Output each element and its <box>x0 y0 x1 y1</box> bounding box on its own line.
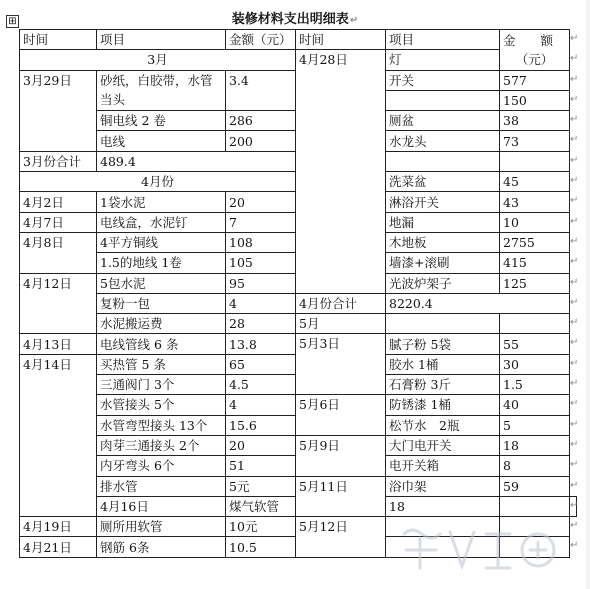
item-cell: 铜电线 2 卷 <box>97 111 226 131</box>
amount-cell: 95 <box>226 273 296 293</box>
end-of-row-mark-icon: ↵ <box>570 235 579 247</box>
table-row <box>20 435 577 455</box>
end-of-row-mark-icon: ↵ <box>570 114 579 126</box>
amount-cell: 40 <box>500 395 570 415</box>
amount-cell: 43 <box>500 192 570 212</box>
end-of-row-mark-icon: ↵ <box>570 195 579 207</box>
end-of-row-mark-icon: ↵ <box>570 540 579 552</box>
table-row <box>20 50 577 70</box>
table-header-row <box>20 30 577 50</box>
month-label: 4月份 <box>20 172 296 192</box>
item-cell: 水管弯型接头 13个 <box>97 415 226 435</box>
date-cell: 4月2日 <box>20 192 97 212</box>
month-label: 3月 <box>20 50 296 70</box>
table-row <box>20 314 577 334</box>
month-label: 5月 <box>296 314 386 334</box>
amount-cell: 65 <box>226 354 296 374</box>
header-amount-2 <box>500 30 570 71</box>
amount-cell: 8 <box>500 456 570 476</box>
amount-cell: 5元 <box>226 476 296 496</box>
item-cell: 厕所用软管 <box>97 517 226 537</box>
month-total-label: 3月份合计 <box>20 151 97 171</box>
header-amount-2-line2: （元） <box>515 51 554 67</box>
table-row <box>20 517 577 537</box>
table-row <box>20 476 577 496</box>
amount-cell: 577 <box>500 70 570 90</box>
item-cell: 水管接头 5个 <box>97 395 226 415</box>
item-cell: 墙漆+滚刷 <box>386 253 500 273</box>
table-move-handle-icon[interactable]: ⊞ <box>6 15 19 28</box>
end-of-row-mark-icon: ↵ <box>570 175 579 187</box>
end-of-row-mark-icon: ↵ <box>570 73 579 85</box>
item-cell: 复粉一包 <box>97 293 226 313</box>
amount-cell: 55 <box>500 334 570 354</box>
item-cell: 防锈漆 1桶 <box>386 395 500 415</box>
item-cell: 1袋水泥 <box>97 192 226 212</box>
paragraph-mark-icon: ↵ <box>349 15 359 26</box>
amount-cell: 4 <box>226 395 296 415</box>
header-time: 时间 <box>20 30 97 50</box>
month-total-value: 489.4 <box>97 151 296 171</box>
end-of-row-mark-icon: ↵ <box>570 459 579 471</box>
item-cell <box>386 517 500 537</box>
table-row <box>20 293 577 313</box>
amount-cell: 415 <box>500 253 570 273</box>
amount-cell: 30 <box>500 354 570 374</box>
item-cell <box>386 537 500 557</box>
amount-cell: 286 <box>226 111 296 131</box>
date-cell: 5月12日 <box>296 517 386 558</box>
item-cell: 洗菜盆 <box>386 172 500 192</box>
end-of-row-mark-icon: ↵ <box>570 337 579 349</box>
header-amount-2-line1: 金 额 <box>503 32 554 48</box>
date-cell: 5月3日 <box>296 334 386 395</box>
item-cell: 大门电开关 <box>386 435 500 455</box>
item-cell: 电线 <box>97 131 226 151</box>
amount-cell: 10元 <box>226 517 296 537</box>
amount-cell: 150 <box>500 90 570 110</box>
item-cell: 光波炉架子 <box>386 273 500 293</box>
page-edge <box>586 0 590 589</box>
header-item-2: 项目 <box>386 30 500 50</box>
amount-cell: 18 <box>500 435 570 455</box>
item-cell: 砂纸，白胶带，水管当头 <box>97 70 226 111</box>
date-cell: 4月19日 <box>20 517 97 537</box>
amount-cell: 10 <box>500 212 570 232</box>
date-cell: 5月6日 <box>296 395 386 436</box>
title-text: 装修材料支出明细表 <box>231 12 349 27</box>
amount-cell: 20 <box>226 435 296 455</box>
expense-table <box>19 29 577 558</box>
amount-cell: 4 <box>226 293 296 313</box>
end-of-row-mark-icon: ↵ <box>570 317 579 329</box>
date-cell: 4月7日 <box>20 212 97 232</box>
item-cell: 石膏粉 3斤 <box>386 375 500 395</box>
item-cell: 三通阀门 3个 <box>97 375 226 395</box>
end-of-row-mark-icon: ↵ <box>570 33 579 44</box>
item-cell: 买热管 5 条 <box>97 354 226 374</box>
end-of-row-mark-icon: ↵ <box>570 276 579 288</box>
amount-cell <box>500 314 570 334</box>
end-of-row-marks <box>570 29 584 557</box>
header-item: 项目 <box>97 30 226 50</box>
item-cell: 4平方铜线 <box>97 232 226 252</box>
item-cell: 松节水 2瓶 <box>386 415 500 435</box>
item-cell: 肉芽三通接头 2个 <box>97 435 226 455</box>
amount-cell: 2755 <box>500 232 570 252</box>
end-of-row-mark-icon: ↵ <box>570 154 579 166</box>
amount-cell: 38 <box>500 111 570 131</box>
end-of-row-mark-icon: ↵ <box>570 256 579 268</box>
amount-cell: 3.4 <box>226 70 296 111</box>
end-of-row-mark-icon: ↵ <box>570 438 579 450</box>
amount-cell <box>500 537 570 557</box>
date-cell: 4月13日 <box>20 334 97 354</box>
amount-cell: 20 <box>226 192 296 212</box>
item-cell: 开关 <box>386 70 500 90</box>
date-cell: 5月11日 <box>296 476 386 517</box>
item-cell: 5包水泥 <box>97 273 226 293</box>
item-cell: 厕盆 <box>386 111 500 131</box>
amount-cell: 125 <box>500 273 570 293</box>
end-of-row-mark-icon: ↵ <box>570 296 579 308</box>
end-of-row-mark-icon: ↵ <box>570 134 579 146</box>
date-cell: 4月28日 <box>296 50 386 294</box>
item-cell: 木地板 <box>386 232 500 252</box>
item-cell <box>386 314 500 334</box>
amount-cell: 28 <box>226 314 296 334</box>
date-cell: 3月29日 <box>20 70 97 151</box>
amount-cell: 200 <box>226 131 296 151</box>
item-cell: 腻子粉 5袋 <box>386 334 500 354</box>
header-amount: 金额（元） <box>226 30 296 50</box>
amount-cell: 1.5 <box>500 375 570 395</box>
amount-cell: 108 <box>226 232 296 252</box>
amount-cell: 18 <box>386 496 500 516</box>
item-cell: 电线盒，水泥钉 <box>97 212 226 232</box>
item-cell: 煤气软管 <box>226 496 296 516</box>
document-title <box>0 8 590 27</box>
month-total-label: 4月份合计 <box>296 293 386 313</box>
item-cell <box>386 90 500 110</box>
item-cell: 灯 <box>386 50 500 70</box>
amount-cell: 59 <box>500 476 570 496</box>
end-of-row-mark-icon: ↵ <box>570 215 579 227</box>
item-cell: 地漏 <box>386 212 500 232</box>
end-of-row-mark-icon: ↵ <box>570 93 579 105</box>
end-of-row-mark-icon: ↵ <box>570 520 579 532</box>
amount-cell: 10.5 <box>226 537 296 557</box>
item-cell <box>500 496 570 516</box>
table-row <box>20 395 577 415</box>
item-cell: 内牙弯头 6个 <box>97 456 226 476</box>
table-row <box>20 334 577 354</box>
end-of-row-mark-icon: ↵ <box>570 418 579 430</box>
end-of-row-mark-icon: ↵ <box>570 479 579 491</box>
date-cell: 4月16日 <box>97 496 226 516</box>
item-cell: 胶水 1桶 <box>386 354 500 374</box>
amount-cell <box>500 151 570 171</box>
date-cell: 4月8日 <box>20 232 97 273</box>
header-time-2: 时间 <box>296 30 386 50</box>
amount-cell: 15.6 <box>226 415 296 435</box>
amount-cell: 73 <box>500 131 570 151</box>
amount-cell: 13.8 <box>226 334 296 354</box>
amount-cell: 5 <box>500 415 570 435</box>
end-of-row-mark-icon: ↵ <box>570 53 579 65</box>
amount-cell <box>500 517 570 537</box>
item-cell: 水泥搬运费 <box>97 314 226 334</box>
date-cell: 4月21日 <box>20 537 97 557</box>
end-of-row-mark-icon: ↵ <box>570 499 579 511</box>
item-cell <box>386 151 500 171</box>
item-cell: 水龙头 <box>386 131 500 151</box>
item-cell: 1.5的地线 1卷 <box>97 253 226 273</box>
item-cell: 电开关箱 <box>386 456 500 476</box>
date-cell: 4月12日 <box>20 273 97 334</box>
date-cell: 5月9日 <box>296 435 386 476</box>
item-cell: 浴巾架 <box>386 476 500 496</box>
end-of-row-mark-icon: ↵ <box>570 398 579 410</box>
amount-cell: 45 <box>500 172 570 192</box>
amount-cell: 4.5 <box>226 375 296 395</box>
item-cell: 钢筋 6条 <box>97 537 226 557</box>
item-cell: 排水管 <box>97 476 226 496</box>
date-cell: 4月14日 <box>20 354 97 516</box>
amount-cell: 51 <box>226 456 296 476</box>
end-of-row-mark-icon: ↵ <box>570 378 579 390</box>
end-of-row-mark-icon: ↵ <box>570 357 579 369</box>
item-cell: 淋浴开关 <box>386 192 500 212</box>
amount-cell: 7 <box>226 212 296 232</box>
amount-cell: 105 <box>226 253 296 273</box>
month-total-value: 8220.4 <box>386 293 570 313</box>
item-cell: 电线管线 6 条 <box>97 334 226 354</box>
